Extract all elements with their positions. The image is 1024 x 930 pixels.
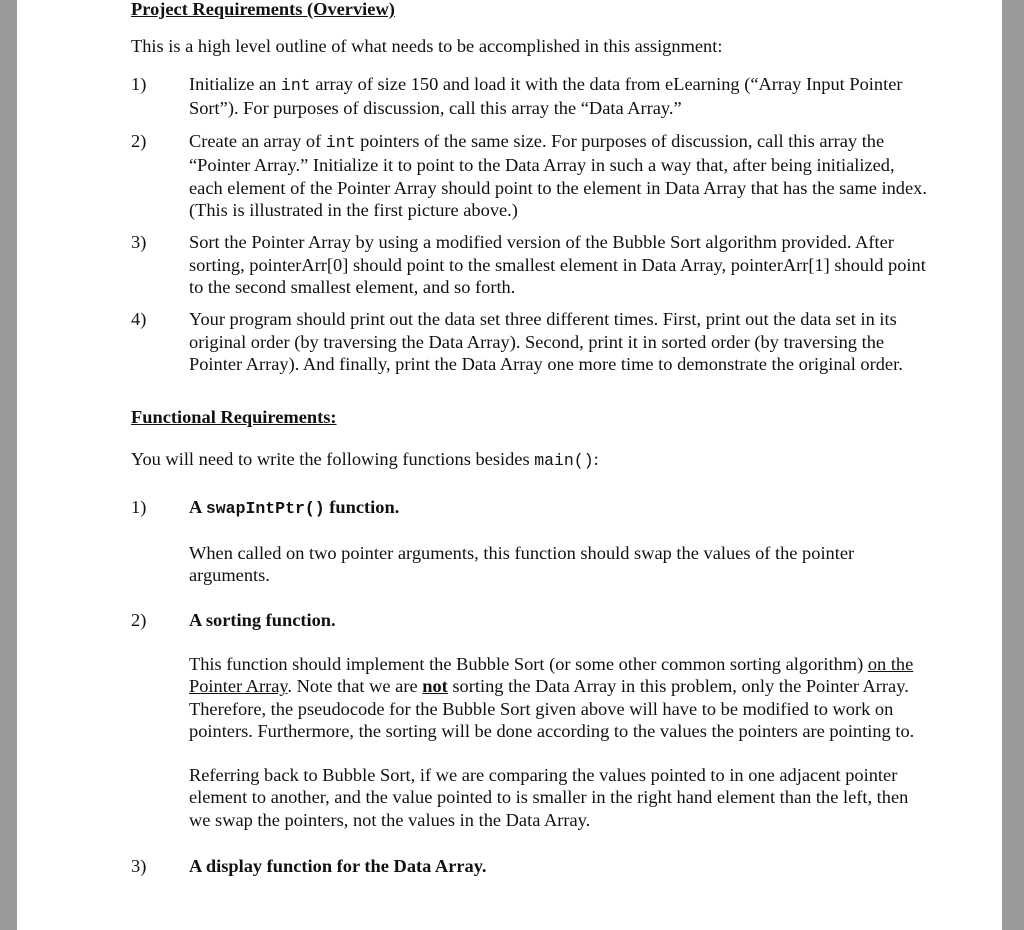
text-fragment: pointers of the same size. For purposes of discussion, call this array the “Pointer Array.” Initialize it to point to the Data Array in such a way that, after being initialized, each element of the Pointer Array should point to the element in Data Array that has the same index. (This is illustrated in the first picture above.) bbox=[189, 131, 927, 221]
indent-spacer bbox=[131, 542, 189, 587]
inline-code: int bbox=[325, 133, 356, 153]
functional-intro bbox=[131, 448, 931, 472]
text-fragment: function. bbox=[324, 496, 400, 517]
item-number: 2) bbox=[131, 609, 147, 630]
underlined-text: on the Pointer Array bbox=[189, 653, 914, 697]
item-text bbox=[189, 130, 931, 221]
functional-item-2-para1 bbox=[131, 653, 931, 742]
overview-intro: This is a high level outline of what needs to be accomplished in this assignment: bbox=[131, 36, 723, 57]
item-description: When called on two pointer arguments, this function should swap the values of the pointer arguments. bbox=[189, 543, 855, 586]
inline-code: main() bbox=[534, 451, 594, 471]
functional-item-2-para2 bbox=[131, 764, 931, 831]
text-fragment: array of size 150 and load it with the data from eLearning (“Array Input Pointer Sort”). For purposes of discussion, call this array the “Data Array.” bbox=[189, 73, 903, 118]
functional-item-2 bbox=[131, 609, 931, 631]
item-text bbox=[189, 73, 931, 120]
functional-heading: Functional Requirements: bbox=[131, 407, 337, 428]
item-number: 2) bbox=[131, 131, 147, 152]
emphasis-text: not bbox=[422, 676, 448, 697]
item-title: A sorting function. bbox=[189, 609, 336, 630]
item-number: 1) bbox=[131, 73, 147, 94]
inline-code: swapIntPtr() bbox=[205, 498, 325, 518]
text-fragment: sorting the Data Array in this problem, only the Pointer Array. Therefore, the pseudocode for the Bubble Sort given above will have to be modified to work on pointers. Furthermore, the sorting will be done according to the values the pointers are pointing to. bbox=[189, 676, 915, 741]
overview-item-1 bbox=[131, 73, 931, 120]
text-fragment: A bbox=[189, 496, 206, 517]
text-fragment: . Note that we are bbox=[287, 676, 423, 697]
item-number: 3) bbox=[131, 232, 147, 253]
indent-spacer bbox=[131, 764, 189, 831]
item-description bbox=[189, 653, 931, 742]
overview-item-3 bbox=[131, 231, 931, 298]
item-title: A display function for the Data Array. bbox=[189, 856, 487, 877]
functional-item-1-desc bbox=[131, 542, 931, 587]
functional-item-3 bbox=[131, 855, 931, 877]
item-description: Referring back to Bubble Sort, if we are comparing the values pointed to in one adjacent pointer element to another, and the value pointed to is smaller in the right hand element than the left, then we swap the pointers, not the values in the Data Array. bbox=[189, 765, 909, 830]
inline-code: int bbox=[280, 75, 311, 95]
item-text: Sort the Pointer Array by using a modified version of the Bubble Sort algorithm provided. After sorting, pointerArr[0] should point to the smallest element in Data Array, pointerArr[1] should point to the second smallest element, and so forth. bbox=[189, 232, 926, 297]
functional-item-1 bbox=[131, 496, 931, 520]
document-page bbox=[17, 0, 1002, 930]
item-number: 3) bbox=[131, 856, 147, 877]
item-text: Your program should print out the data set three different times. First, print out the data set in its original order (by traversing the Data Array). Second, print it in sorted order (by traversing the Pointer Array). And finally, print the Data Array one more time to demonstrate the original order. bbox=[189, 309, 903, 374]
indent-spacer bbox=[131, 653, 189, 742]
item-number: 1) bbox=[131, 496, 147, 517]
document-content bbox=[131, 0, 931, 877]
overview-item-4 bbox=[131, 308, 931, 375]
text-fragment: : bbox=[593, 449, 599, 470]
text-fragment: You will need to write the following functions besides bbox=[131, 449, 535, 470]
overview-item-2 bbox=[131, 130, 931, 221]
text-fragment: Initialize an bbox=[189, 73, 281, 94]
item-number: 4) bbox=[131, 309, 147, 330]
overview-heading: Project Requirements (Overview) bbox=[131, 0, 395, 19]
text-fragment: Create an array of bbox=[189, 131, 326, 152]
text-fragment: This function should implement the Bubble Sort (or some other common sorting algorithm) bbox=[189, 653, 868, 674]
item-title bbox=[189, 496, 931, 520]
